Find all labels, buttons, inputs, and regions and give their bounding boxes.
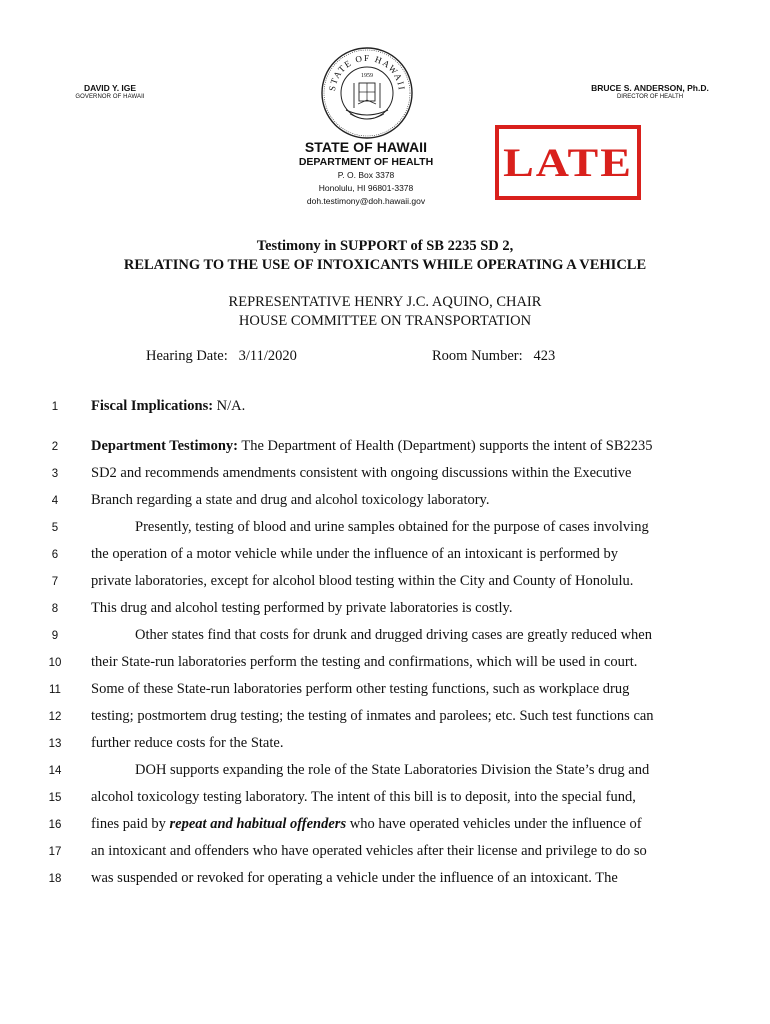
room-number-value: 423	[533, 348, 556, 364]
room-number	[432, 348, 555, 365]
emphasis-text: repeat and habitual offenders	[169, 816, 347, 832]
body-line: further reduce costs for the State.	[91, 735, 284, 751]
line-number: 12	[48, 711, 62, 723]
bill-subject: RELATING TO THE USE OF INTOXICANTS WHILE OPERATING A VEHICLE	[123, 257, 647, 273]
line-number: 7	[51, 576, 59, 588]
line-number: 16	[48, 819, 62, 831]
hearing-date-label: Hearing Date:	[146, 348, 228, 364]
body-line: Presently, testing of blood and urine samples obtained for the purpose of cases involving	[135, 519, 649, 535]
line-number: 9	[51, 630, 59, 642]
body-line	[91, 816, 642, 833]
line-number: 4	[51, 495, 59, 507]
email-address: doh.testimony@doh.hawaii.gov	[306, 196, 426, 206]
governor-title: GOVERNOR OF HAWAII	[75, 94, 145, 100]
body-line: Branch regarding a state and drug and alcohol toxicology laboratory.	[91, 492, 490, 508]
line-number: 13	[48, 738, 62, 750]
line-number: 8	[51, 603, 59, 615]
body-line: SD2 and recommends amendments consistent with ongoing discussions within the Executive	[91, 465, 632, 481]
testimony-title: Testimony in SUPPORT of SB 2235 SD 2,	[256, 238, 514, 254]
late-stamp-text: LATE	[503, 139, 633, 185]
director-title: DIRECTOR OF HEALTH	[616, 94, 684, 100]
committee-chair: REPRESENTATIVE HENRY J.C. AQUINO, CHAIR	[228, 294, 542, 310]
seal-year: 1959	[361, 73, 373, 79]
body-line: an intoxicant and offenders who have operated vehicles after their license and privilege to do so	[91, 843, 647, 859]
line-number: 17	[48, 846, 62, 858]
body-line	[91, 398, 245, 415]
late-stamp	[495, 125, 641, 200]
line-number: 2	[51, 441, 59, 453]
po-box: P. O. Box 3378	[337, 170, 395, 180]
department-header	[296, 139, 436, 207]
body-line: the operation of a motor vehicle while under the influence of an intoxicant is performed by	[91, 546, 619, 562]
body-line: private laboratories, except for alcohol blood testing within the City and County of Honolulu.	[91, 573, 634, 589]
body-line	[91, 438, 653, 455]
state-name: STATE OF HAWAII	[304, 139, 428, 155]
room-number-label: Room Number:	[432, 348, 523, 364]
hearing-date	[146, 348, 297, 365]
seal-top-text: STATE OF HAWAII	[326, 52, 407, 92]
body-line-text: The Department of Health (Department) supports the intent of SB2235	[238, 438, 653, 454]
line-number: 5	[51, 522, 59, 534]
body-line: This drug and alcohol testing performed by private laboratories is costly.	[91, 600, 513, 616]
body-line-text: who have operated vehicles under the influence of	[346, 816, 642, 832]
body-line: Other states find that costs for drunk and drugged driving cases are greatly reduced when	[135, 627, 652, 643]
body-line: their State-run laboratories perform the testing and confirmations, which will be used in court.	[91, 654, 638, 670]
governor-name: DAVID Y. IGE	[83, 83, 137, 93]
hearing-date-value: 3/11/2020	[238, 348, 297, 364]
body-line: Some of these State-run laboratories perform other testing functions, such as workplace drug	[91, 681, 630, 697]
line-number: 18	[48, 873, 62, 885]
line-number: 14	[48, 765, 62, 777]
department-name: DEPARTMENT OF HEALTH	[298, 156, 434, 168]
line-number: 1	[51, 401, 59, 413]
body-line: alcohol toxicology testing laboratory. The intent of this bill is to deposit, into the special fund,	[91, 789, 636, 805]
body-line-text: N/A.	[213, 398, 246, 414]
state-seal-icon	[320, 46, 414, 140]
body-line-text: fines paid by	[91, 816, 170, 832]
testimony-heading: Department Testimony:	[91, 438, 239, 454]
fiscal-heading: Fiscal Implications:	[91, 398, 214, 414]
line-number: 15	[48, 792, 62, 804]
line-number: 11	[49, 684, 61, 696]
body-line: was suspended or revoked for operating a vehicle under the influence of an intoxicant. The	[91, 870, 618, 886]
line-number: 6	[51, 549, 59, 561]
city-address: Honolulu, HI 96801-3378	[318, 183, 414, 193]
line-number: 3	[51, 468, 59, 480]
director-name: BRUCE S. ANDERSON, Ph.D.	[591, 83, 709, 93]
body-line: DOH supports expanding the role of the State Laboratories Division the State’s drug and	[135, 762, 650, 778]
body-line: testing; postmortem drug testing; the testing of inmates and parolees; etc. Such test functions can	[91, 708, 654, 724]
line-number: 10	[48, 657, 62, 669]
committee-name: HOUSE COMMITTEE ON TRANSPORTATION	[238, 313, 532, 329]
